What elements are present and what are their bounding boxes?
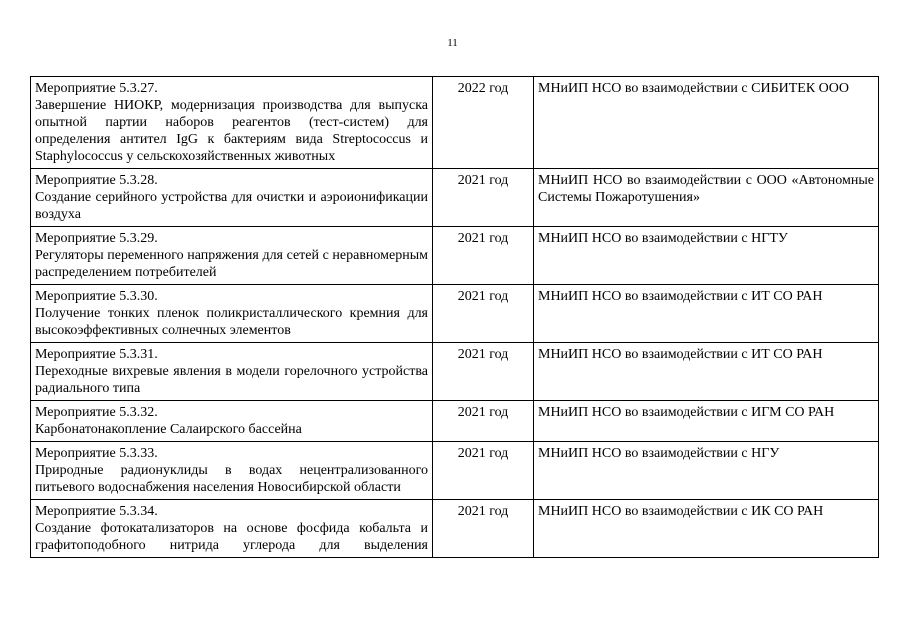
measure-year: 2022 год [433,77,534,169]
measure-year: 2021 год [433,285,534,343]
measure-description-cell [31,285,433,343]
measure-text: Природные радионуклиды в водах нецентрализованного питьевого водоснабжения населения Новосибирской области [35,463,428,495]
measure-text: Карбонатонакопление Салаирского бассейна [35,422,302,437]
measure-year: 2021 год [433,343,534,401]
measure-executor: МНиИП НСО во взаимодействии с ООО «Автономные Системы Пожаротушения» [534,169,879,227]
measure-executor: МНиИП НСО во взаимодействии с ИК СО РАН [534,500,879,558]
measure-description-cell [31,169,433,227]
table-row [31,343,879,401]
table-row [31,401,879,442]
measure-text: Завершение НИОКР, модернизация производства для выпуска опытной партии наборов реагентов (тест-систем) для определения антител IgG к бактериям вида Streptococcus и Staphylococcus у сельскохозяйственных животных [35,98,428,164]
measure-text: Создание серийного устройства для очистки и аэроионификации воздуха [35,190,428,222]
measure-description-cell [31,500,433,558]
measure-executor: МНиИП НСО во взаимодействии с СИБИТЕК ООО [534,77,879,169]
page-number: 11 [447,37,458,49]
measure-description-cell [31,77,433,169]
measure-text: Переходные вихревые явления в модели горелочного устройства радиального типа [35,364,428,396]
measure-title: Мероприятие 5.3.29. [35,231,158,246]
measure-description-cell [31,401,433,442]
measure-executor: МНиИП НСО во взаимодействии с ИГМ СО РАН [534,401,879,442]
table-row [31,500,879,558]
measure-description-cell [31,227,433,285]
measure-text: Получение тонких пленок поликристаллического кремния для высокоэффективных солнечных элементов [35,306,428,338]
table-row [31,285,879,343]
measure-year: 2021 год [433,169,534,227]
measure-executor: МНиИП НСО во взаимодействии с ИТ СО РАН [534,285,879,343]
measure-executor: МНиИП НСО во взаимодействии с НГУ [534,442,879,500]
measure-title: Мероприятие 5.3.31. [35,347,158,362]
measure-year: 2021 год [433,442,534,500]
measure-title: Мероприятие 5.3.28. [35,173,158,188]
measure-year: 2021 год [433,401,534,442]
measure-text: Создание фотокатализаторов на основе фосфида кобальта и графитоподобного нитрида углерода для выделения [35,521,428,553]
measure-text: Регуляторы переменного напряжения для сетей с неравномерным распределением потребителей [35,248,428,280]
measure-title: Мероприятие 5.3.30. [35,289,158,304]
measure-title: Мероприятие 5.3.32. [35,405,158,420]
measures-table [30,76,879,558]
measure-description-cell [31,442,433,500]
measure-title: Мероприятие 5.3.33. [35,446,158,461]
measure-description-cell [31,343,433,401]
measure-year: 2021 год [433,227,534,285]
table-row [31,77,879,169]
measure-year: 2021 год [433,500,534,558]
measure-executor: МНиИП НСО во взаимодействии с ИТ СО РАН [534,343,879,401]
measure-title: Мероприятие 5.3.34. [35,504,158,519]
table-row [31,227,879,285]
table-row [31,442,879,500]
table-row [31,169,879,227]
measure-title: Мероприятие 5.3.27. [35,81,158,96]
measure-executor: МНиИП НСО во взаимодействии с НГТУ [534,227,879,285]
